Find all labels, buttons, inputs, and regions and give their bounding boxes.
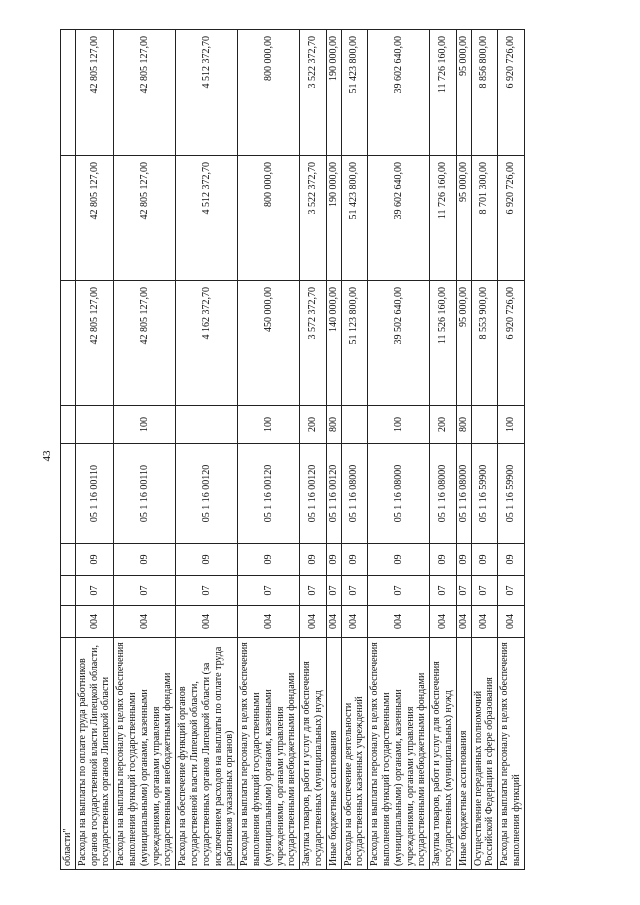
table-row <box>471 30 498 870</box>
amount-year-1: 6 920 726,00 <box>498 281 525 406</box>
expense-type-code <box>75 406 113 444</box>
target-article-code <box>61 444 76 544</box>
table-row <box>114 30 176 870</box>
target-article-code: 05 1 16 59900 <box>498 444 525 544</box>
amount-year-1 <box>61 281 76 406</box>
table-row <box>341 30 368 870</box>
amount-year-1: 51 123 800,00 <box>341 281 368 406</box>
subsection-code: 09 <box>300 544 327 576</box>
expense-type-code: 800 <box>326 406 341 444</box>
amount-year-2: 42 805 127,00 <box>114 156 176 281</box>
amount-year-2: 3 522 372,70 <box>300 156 327 281</box>
amount-year-2: 42 805 127,00 <box>75 156 113 281</box>
row-name: Расходы на выплаты по оплате труда работников органов государственной власти Липецкой области, государственных органов Липецкой области <box>75 638 113 870</box>
subsection-code: 09 <box>456 544 471 576</box>
admin-code: 004 <box>368 606 430 638</box>
amount-year-3: 42 805 127,00 <box>114 30 176 156</box>
amount-year-1: 42 805 127,00 <box>114 281 176 406</box>
amount-year-3: 11 726 160,00 <box>430 30 457 156</box>
expense-type-code: 200 <box>430 406 457 444</box>
row-name: Расходы на выплаты персоналу в целях обеспечения выполнения функций государственными (муниципальными) органами, казенными учреждениями, органами управления государственными внебюджетными фондами <box>114 638 176 870</box>
expense-type-code <box>341 406 368 444</box>
target-article-code: 05 1 16 08000 <box>341 444 368 544</box>
table-row <box>368 30 430 870</box>
table-row <box>61 30 76 870</box>
admin-code: 004 <box>430 606 457 638</box>
section-code: 07 <box>326 576 341 606</box>
target-article-code: 05 1 16 00120 <box>300 444 327 544</box>
admin-code: 004 <box>326 606 341 638</box>
subsection-code: 09 <box>341 544 368 576</box>
subsection-code: 09 <box>114 544 176 576</box>
section-code: 07 <box>176 576 238 606</box>
amount-year-3: 51 423 800,00 <box>341 30 368 156</box>
row-name: Закупка товаров, работ и услуг для обеспечения государственных (муниципальных) нужд <box>430 638 457 870</box>
admin-code: 004 <box>498 606 525 638</box>
section-code: 07 <box>471 576 498 606</box>
amount-year-3: 3 522 372,70 <box>300 30 327 156</box>
amount-year-3: 4 512 372,70 <box>176 30 238 156</box>
subsection-code: 09 <box>75 544 113 576</box>
admin-code: 004 <box>471 606 498 638</box>
row-name: Иные бюджетные ассигнования <box>456 638 471 870</box>
target-article-code: 05 1 16 08000 <box>456 444 471 544</box>
section-code: 07 <box>368 576 430 606</box>
table-row <box>430 30 457 870</box>
amount-year-2: 11 726 160,00 <box>430 156 457 281</box>
row-name: Расходы на обеспечение деятельности государственных казенных учреждений <box>341 638 368 870</box>
subsection-code: 09 <box>498 544 525 576</box>
amount-year-2: 800 000,00 <box>238 156 300 281</box>
section-code: 07 <box>456 576 471 606</box>
row-name: Расходы на выплаты персоналу в целях обеспечения выполнения функций <box>498 638 525 870</box>
admin-code <box>61 606 76 638</box>
amount-year-3: 42 805 127,00 <box>75 30 113 156</box>
admin-code: 004 <box>456 606 471 638</box>
target-article-code: 05 1 16 08000 <box>368 444 430 544</box>
expense-type-code: 100 <box>114 406 176 444</box>
amount-year-1: 450 000,00 <box>238 281 300 406</box>
expense-type-code <box>471 406 498 444</box>
row-name: Иные бюджетные ассигнования <box>326 638 341 870</box>
subsection-code: 09 <box>176 544 238 576</box>
subsection-code: 09 <box>430 544 457 576</box>
expense-type-code: 200 <box>300 406 327 444</box>
table-row <box>498 30 525 870</box>
section-code <box>61 576 76 606</box>
page-number: 43 <box>41 450 53 462</box>
table-row <box>238 30 300 870</box>
budget-table <box>60 29 525 870</box>
admin-code: 004 <box>114 606 176 638</box>
amount-year-2: 51 423 800,00 <box>341 156 368 281</box>
row-name: Расходы на выплаты персоналу в целях обеспечения выполнения функций государственными (муниципальными) органами, казенными учреждениями, органами управления государственными внебюджетными фондами <box>238 638 300 870</box>
subsection-code: 09 <box>471 544 498 576</box>
amount-year-1: 140 000,00 <box>326 281 341 406</box>
amount-year-2 <box>61 156 76 281</box>
amount-year-2: 8 701 300,00 <box>471 156 498 281</box>
expense-type-code <box>176 406 238 444</box>
expense-type-code: 100 <box>498 406 525 444</box>
admin-code: 004 <box>341 606 368 638</box>
amount-year-1: 42 805 127,00 <box>75 281 113 406</box>
section-code: 07 <box>498 576 525 606</box>
admin-code: 004 <box>300 606 327 638</box>
section-code: 07 <box>300 576 327 606</box>
section-code: 07 <box>75 576 113 606</box>
expense-type-code <box>61 406 76 444</box>
amount-year-1: 4 162 372,70 <box>176 281 238 406</box>
section-code: 07 <box>238 576 300 606</box>
amount-year-2: 95 000,00 <box>456 156 471 281</box>
admin-code: 004 <box>176 606 238 638</box>
section-code: 07 <box>341 576 368 606</box>
section-code: 07 <box>114 576 176 606</box>
amount-year-1: 95 000,00 <box>456 281 471 406</box>
target-article-code: 05 1 16 00110 <box>75 444 113 544</box>
table-body <box>61 30 525 870</box>
amount-year-1: 39 502 640,00 <box>368 281 430 406</box>
expense-type-code: 800 <box>456 406 471 444</box>
row-name: области" <box>61 638 76 870</box>
table-row <box>75 30 113 870</box>
table-row <box>326 30 341 870</box>
admin-code: 004 <box>238 606 300 638</box>
amount-year-3: 190 000,00 <box>326 30 341 156</box>
amount-year-2: 6 920 726,00 <box>498 156 525 281</box>
expense-type-code: 100 <box>368 406 430 444</box>
target-article-code: 05 1 16 00110 <box>114 444 176 544</box>
target-article-code: 05 1 16 08000 <box>430 444 457 544</box>
subsection-code <box>61 544 76 576</box>
admin-code: 004 <box>75 606 113 638</box>
target-article-code: 05 1 16 59900 <box>471 444 498 544</box>
row-name: Закупка товаров, работ и услуг для обеспечения государственных (муниципальных) нужд <box>300 638 327 870</box>
amount-year-2: 4 512 372,70 <box>176 156 238 281</box>
row-name: Расходы на выплаты персоналу в целях обеспечения выполнения функций государственными (муниципальными) органами, казенными учреждениями, органами управления государственными внебюджетными фондами <box>368 638 430 870</box>
target-article-code: 05 1 16 00120 <box>238 444 300 544</box>
amount-year-1: 11 526 160,00 <box>430 281 457 406</box>
table-row <box>176 30 238 870</box>
row-name: Осуществление переданных полномочий Российской Федерации в сфере образования <box>471 638 498 870</box>
table-row <box>300 30 327 870</box>
target-article-code: 05 1 16 00120 <box>176 444 238 544</box>
amount-year-3 <box>61 30 76 156</box>
table-row <box>456 30 471 870</box>
amount-year-2: 190 000,00 <box>326 156 341 281</box>
subsection-code: 09 <box>326 544 341 576</box>
subsection-code: 09 <box>368 544 430 576</box>
rotated-page-content <box>60 30 580 870</box>
amount-year-1: 3 572 372,70 <box>300 281 327 406</box>
amount-year-3: 95 000,00 <box>456 30 471 156</box>
amount-year-3: 6 920 726,00 <box>498 30 525 156</box>
amount-year-3: 8 856 800,00 <box>471 30 498 156</box>
amount-year-3: 39 602 640,00 <box>368 30 430 156</box>
target-article-code: 05 1 16 00120 <box>326 444 341 544</box>
section-code: 07 <box>430 576 457 606</box>
subsection-code: 09 <box>238 544 300 576</box>
expense-type-code: 100 <box>238 406 300 444</box>
amount-year-3: 800 000,00 <box>238 30 300 156</box>
amount-year-1: 8 553 900,00 <box>471 281 498 406</box>
amount-year-2: 39 602 640,00 <box>368 156 430 281</box>
row-name: Расходы на обеспечение функций органов государственной власти Липецкой области, государственных органов Липецкой области (за исключением расходов на выплаты по оплате труда работников указанных органов) <box>176 638 238 870</box>
